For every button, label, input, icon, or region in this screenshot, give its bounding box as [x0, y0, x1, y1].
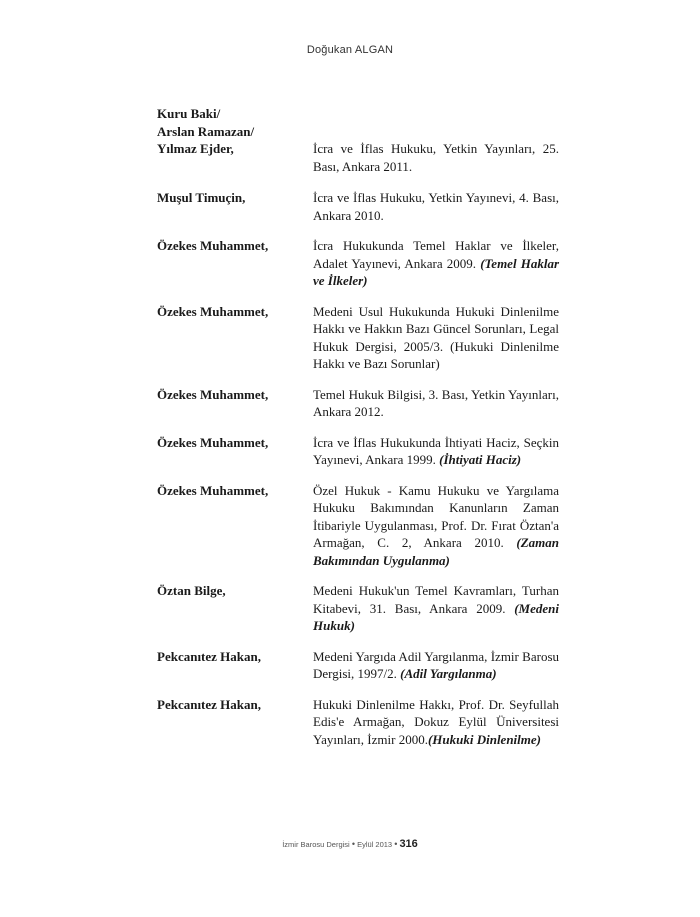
bibliography-list	[157, 105, 559, 748]
entry-author: Öztan Bilge,	[157, 583, 226, 598]
entry-author: Özekes Muhammet,	[157, 238, 269, 253]
bibliography-entry	[157, 434, 559, 469]
entry-text: Medeni Usul Hukukunda Hukuki Dinlenilme Hakkı ve Hakkın Bazı Güncel Sorunları, Legal Hukuk Dergisi, 2005/3. (Hukuki Dinlenilme Hakkı ve Bazı Sorunlar)	[313, 303, 559, 371]
entry-author: Kuru Baki/ Arslan Ramazan/ Yılmaz Ejder,	[157, 106, 255, 156]
entry-author: Özekes Muhammet,	[157, 303, 269, 319]
entry-reference	[313, 303, 559, 373]
entry-author: Muşul Timuçin,	[157, 190, 246, 205]
entry-short-title: (Zaman Bakımından Uygulanma)	[313, 535, 559, 568]
entry-text: İcra ve İflas Hukuku, Yetkin Yayınları, 25. Bası, Ankara 2011.	[313, 141, 559, 174]
entry-text: İcra ve İflas Hukuku, Yetkin Yayınevi, 4. Bası, Ankara 2010.	[313, 190, 559, 223]
entry-short-title: (Hukuki Dinlenilme)	[427, 731, 541, 747]
bibliography-entry	[157, 386, 559, 421]
running-header: Doğukan ALGAN	[306, 44, 394, 56]
entry-text: Medeni Hukuk'un Temel Kavramları, Turhan Kitabevi, 31. Bası, Ankara 2009.	[313, 583, 559, 616]
bibliography-entry	[157, 582, 559, 635]
entry-reference	[313, 237, 559, 290]
footer-separator: •	[351, 839, 355, 849]
footer-journal: İzmir Barosu Dergisi	[282, 840, 350, 849]
entry-author: Pekcanıtez Hakan,	[157, 696, 261, 712]
page-number: 316	[399, 838, 418, 850]
footer-separator: •	[394, 839, 398, 849]
bibliography-entry	[157, 482, 559, 570]
entry-text: İcra Hukukunda Temel Haklar ve İlkeler, Adalet Yayınevi, Ankara 2009.	[313, 238, 559, 271]
entry-reference	[313, 140, 559, 175]
bibliography-entry	[157, 189, 559, 224]
footer-issue: Eylül 2013	[357, 840, 393, 849]
entry-text: Özel Hukuk - Kamu Hukuku ve Yargılama Hukuku Bakımından Kanunların Zaman İtibariyle Uygulanması, Prof. Dr. Fırat Öztan'a Armağan, C. 2, Ankara 2010.	[313, 482, 559, 550]
entry-short-title: (İhtiyati Haciz)	[439, 452, 522, 467]
entry-reference	[313, 189, 559, 224]
bibliography-entry	[157, 648, 559, 683]
bibliography-entry	[157, 105, 559, 175]
bibliography-entry	[157, 237, 559, 290]
entry-short-title: (Adil Yargılanma)	[400, 666, 497, 681]
entry-author: Özekes Muhammet,	[157, 482, 269, 498]
entry-reference	[313, 648, 559, 683]
entry-text: Medeni Yargıda Adil Yargılanma, İzmir Barosu Dergisi, 1997/2.	[313, 648, 559, 681]
entry-author: Özekes Muhammet,	[157, 386, 269, 402]
bibliography-entry	[157, 303, 559, 373]
entry-short-title: (Temel Haklar ve İlkeler)	[313, 255, 560, 288]
entry-author: Pekcanıtez Hakan,	[157, 648, 261, 664]
entry-reference	[313, 696, 559, 749]
entry-reference	[313, 582, 559, 635]
entry-text: Hukuki Dinlenilme Hakkı, Prof. Dr. Seyfullah Edis'e Armağan, Dokuz Eylül Üniversitesi Yayınları, İzmir 2000.	[313, 696, 559, 747]
entry-text: Temel Hukuk Bilgisi, 3. Bası, Yetkin Yayınları, Ankara 2012.	[313, 386, 559, 419]
entry-text: İcra ve İflas Hukukunda İhtiyati Haciz, Seçkin Yayınevi, Ankara 1999.	[313, 434, 559, 467]
entry-reference	[313, 386, 559, 421]
page-footer	[0, 838, 700, 850]
entry-reference	[313, 434, 559, 469]
entry-short-title: (Medeni Hukuk)	[313, 600, 559, 633]
entry-reference	[313, 482, 559, 570]
entry-author: Özekes Muhammet,	[157, 434, 269, 450]
bibliography-entry	[157, 696, 559, 749]
